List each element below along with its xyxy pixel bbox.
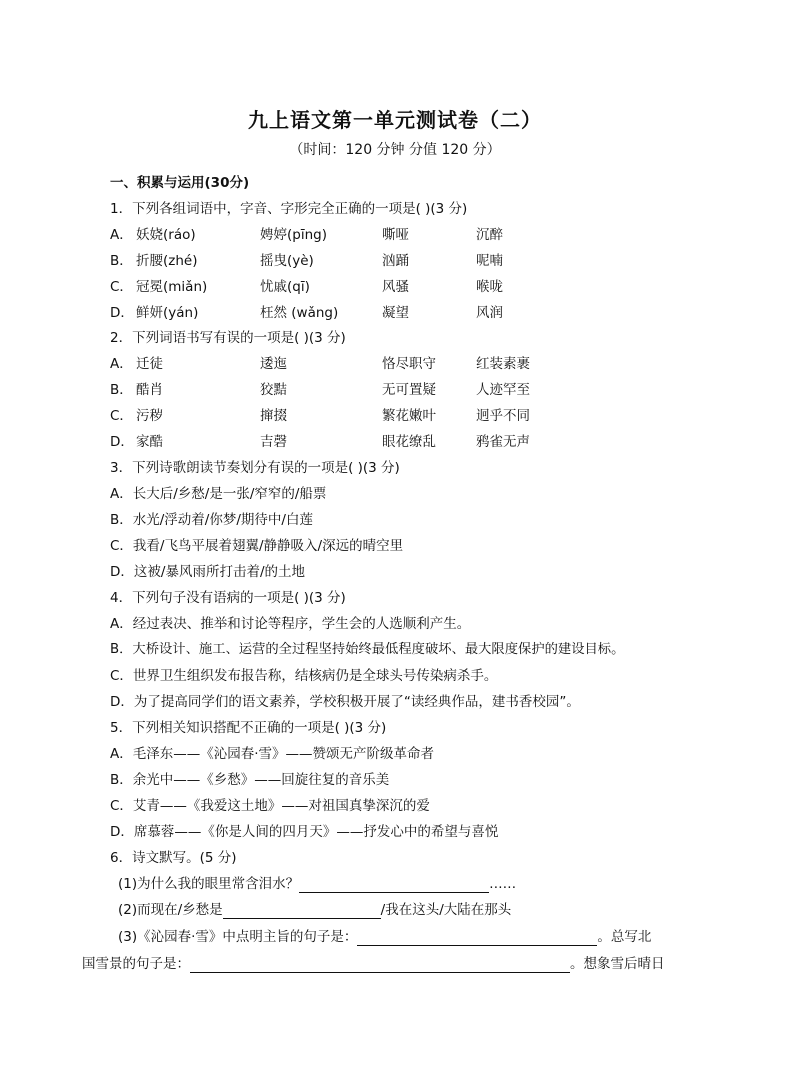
option-word: 风润 xyxy=(476,305,503,321)
option-word: 狡黠 xyxy=(260,382,287,398)
option-word: 呢喃 xyxy=(476,253,503,269)
question-3-option-d: D．这被/暴风雨所打击着/的土地 xyxy=(110,564,305,580)
question-6-item-2 xyxy=(118,901,511,919)
option-word: 无可置疑 xyxy=(382,382,436,398)
option-word: 沉醉 xyxy=(476,227,503,243)
option-label: C． xyxy=(110,408,133,424)
option-word: 逶迤 xyxy=(260,356,287,372)
option-word: 恪尽职守 xyxy=(382,356,436,372)
option-word: 忧戚(qī) xyxy=(260,279,310,295)
option-label: D． xyxy=(110,434,134,450)
question-4-option-b: B．大桥设计、施工、运营的全过程坚持始终最低程度破坏、最大限度保护的建设目标。 xyxy=(110,642,625,657)
option-label: D． xyxy=(110,305,134,321)
answer-blank-3[interactable] xyxy=(357,931,597,946)
option-word: 妖娆(ráo) xyxy=(136,227,196,243)
option-word: 汹踊 xyxy=(382,253,409,269)
exam-subtitle: （时间：120 分钟 分值 120 分） xyxy=(289,142,501,158)
option-word: 凝望 xyxy=(382,305,409,321)
question-6-item-3 xyxy=(118,928,651,946)
option-word: 撺掇 xyxy=(260,408,287,424)
option-word: 繁花嫩叶 xyxy=(382,408,436,424)
item-4-suffix: 。想象雪后晴日 xyxy=(570,956,665,972)
question-5-option-b: B．余光中——《乡愁》——回旋往复的音乐美 xyxy=(110,772,390,788)
item-3-prompt: (3)《沁园春·雪》中点明主旨的句子是： xyxy=(118,929,358,945)
question-5-stem: 5．下列相关知识搭配不正确的一项是( )(3 分) xyxy=(110,720,387,736)
question-4-option-a: A．经过表决、推举和讨论等程序，学生会的人选顺利产生。 xyxy=(110,616,471,632)
question-1-stem: 1．下列各组词语中，字音、字形完全正确的一项是( )(3 分) xyxy=(110,201,468,217)
option-word: 眼花缭乱 xyxy=(382,434,436,450)
option-word: 冠冕(miǎn) xyxy=(136,279,208,295)
question-6-stem: 6．诗文默写。(5 分) xyxy=(110,850,237,866)
option-label: A． xyxy=(110,227,133,243)
option-word: 枉然 (wǎng) xyxy=(260,305,339,321)
option-word: 污秽 xyxy=(136,408,163,424)
option-word: 迥乎不同 xyxy=(476,408,530,424)
question-3-option-a: A．长大后/乡愁/是一张/窄窄的/船票 xyxy=(110,486,327,502)
item-3-prompt-continued: 国雪景的句子是： xyxy=(82,956,190,972)
option-label: B． xyxy=(110,253,133,269)
option-word: 鸦雀无声 xyxy=(476,434,530,450)
question-4-option-d: D．为了提高同学们的语文素养，学校积极开展了“读经典作品，建书香校园”。 xyxy=(110,694,580,710)
option-label: A． xyxy=(110,356,133,372)
option-word: 吉磬 xyxy=(260,434,287,450)
item-1-suffix: …… xyxy=(489,876,517,892)
option-word: 喉咙 xyxy=(476,279,503,295)
exam-title: 九上语文第一单元测试卷（二） xyxy=(248,108,542,132)
item-2-suffix: /我在这头/大陆在那头 xyxy=(380,902,512,918)
option-word: 折腰(zhé) xyxy=(136,253,198,269)
question-6-item-3-continued xyxy=(82,955,665,973)
option-word: 酷肖 xyxy=(136,382,163,398)
option-label: C． xyxy=(110,279,133,295)
question-2-stem: 2．下列词语书写有误的一项是( )(3 分) xyxy=(110,330,346,346)
option-word: 嘶哑 xyxy=(382,227,409,243)
option-word: 人迹罕至 xyxy=(476,382,530,398)
question-6-item-1 xyxy=(118,875,516,893)
answer-blank-1[interactable] xyxy=(299,878,489,893)
option-word: 家酷 xyxy=(136,434,163,450)
option-word: 风骚 xyxy=(382,279,409,295)
question-3-option-c: C．我看/飞鸟平展着翅翼/静静吸入/深远的晴空里 xyxy=(110,538,404,554)
item-3-suffix: 。总写北 xyxy=(597,929,652,945)
question-5-option-c: C．艾青——《我爱这土地》——对祖国真挚深沉的爱 xyxy=(110,798,430,814)
question-5-option-d: D．席慕蓉——《你是人间的四月天》——抒发心中的希望与喜悦 xyxy=(110,824,499,840)
item-1-prompt: (1)为什么我的眼里常含泪水？ xyxy=(118,876,300,892)
item-2-prompt: (2)而现在/乡愁是 xyxy=(118,902,223,918)
option-word: 迁徒 xyxy=(136,356,163,372)
answer-blank-4[interactable] xyxy=(190,958,570,973)
section-heading: 一、积累与运用(30分) xyxy=(110,175,250,191)
answer-blank-2[interactable] xyxy=(223,904,381,919)
option-label: B． xyxy=(110,382,133,398)
option-word: 鲜妍(yán) xyxy=(136,305,199,321)
question-3-stem: 3．下列诗歌朗读节奏划分有误的一项是( )(3 分) xyxy=(110,460,400,476)
question-5-option-a: A．毛泽东——《沁园春·雪》——赞颂无产阶级革命者 xyxy=(110,746,435,762)
option-word: 摇曳(yè) xyxy=(260,253,314,269)
option-word: 红装素裹 xyxy=(476,356,530,372)
question-3-option-b: B．水光/浮动着/你梦/期待中/白莲 xyxy=(110,512,313,528)
option-word: 娉婷(pīng) xyxy=(260,227,327,243)
question-4-option-c: C．世界卫生组织发布报告称，结核病仍是全球头号传染病杀手。 xyxy=(110,668,498,684)
question-4-stem: 4．下列句子没有语病的一项是( )(3 分) xyxy=(110,590,346,606)
